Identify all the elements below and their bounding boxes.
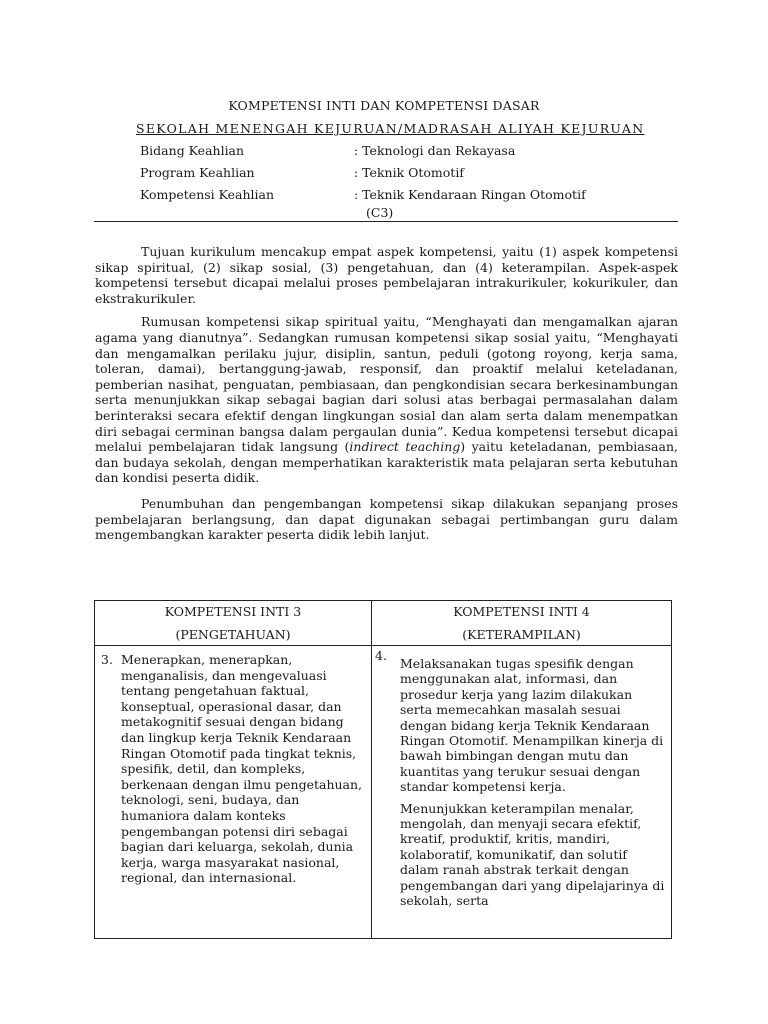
ki4-number: 4. (375, 648, 387, 663)
info-row-program (140, 164, 666, 186)
ki3-subtitle: (PENGETAHUAN) (175, 627, 291, 642)
table-header-row (95, 601, 672, 646)
ki3-title: KOMPETENSI INTI 3 (164, 604, 302, 619)
ki4-title: KOMPETENSI INTI 4 (453, 604, 590, 619)
ki3-header (95, 601, 372, 646)
emphasis-text: indirect teaching (349, 439, 461, 455)
ki4-subtitle: (KETERAMPILAN) (462, 627, 581, 642)
header-divider (94, 221, 678, 222)
document-title: KOMPETENSI INTI DAN KOMPETENSI DASAR (228, 98, 540, 113)
info-label: Program Keahlian (140, 165, 255, 180)
info-value: : Teknik Kendaraan Ringan Otomotif (354, 187, 586, 202)
info-row-bidang (140, 142, 666, 164)
document-subtitle: SEKOLAH MENENGAH KEJURUAN/MADRASAH ALIYAH KEJURUAN (136, 121, 645, 136)
ki4-text-2: Menunjukkan keterampilan menalar, mengolah, dan menyaji secara efektif, kreatif, produktif, kritis, mandiri, kolaboratif, komunikatif, dan solutif dalam ranah abstrak terkait dengan pengembangan dari yang dipelajarinya di sekolah, serta (400, 800, 665, 909)
ki4-text-1: Melaksanakan tugas spesifik dengan menggunakan alat, informasi, dan prosedur kerja yang lazim dilakukan serta memecahkan masalah sesuai dengan bidang kerja Teknik Kendaraan Ringan Otomotif. Menampilkan kinerja di bawah bimbingan dengan mutu dan kuantitas yang terukur sesuai dengan standar kompetensi kerja. (400, 656, 664, 795)
body-text (95, 244, 678, 551)
info-row-kompetensi-cont (140, 205, 666, 230)
competency-table (94, 600, 672, 939)
info-value: : Teknologi dan Rekayasa (354, 143, 516, 158)
ki3-text: Menerapkan, menerapkan, menganalisis, dan mengevaluasi tentang pengetahuan faktual, konseptual, operasional dasar, dan metakognitif sesuai dengan bidang dan lingkup kerja Teknik Kendaraan Ringan Otomotif pada tingkat teknis, spesifik, detil, dan kompleks, berkenaan dengan ilmu pengetahuan, teknologi, seni, budaya, dan humaniora dalam konteks pengembangan potensi diri sebagai bagian dari keluarga, sekolah, dunia kerja, warga masyarakat nasional, regional, dan internasional. (121, 652, 363, 886)
info-value: : Teknik Otomotif (354, 165, 464, 180)
paragraph-2: Rumusan kompetensi sikap spiritual yaitu, “Menghayati dan mengamalkan ajaran agama yang dianutnya”. Sedangkan rumusan kompetensi sikap sosial yaitu, “Menghayati dan mengamalkan perilaku jujur, disiplin, santun, peduli (gotong royong, kerja sama, toleran, damai), bertanggung-jawab, responsif, dan proaktif melalui keteladanan, pemberian nasihat, penguatan, pembiasaan, dan pengkondisian secara berkesinambungan serta menunjukkan sikap sebagai bagian dari solusi atas berbagai permasalahan dalam berinteraksi secara efektif dengan lingkungan sosial dan alam serta dalam menempatkan diri sebagai cerminan bangsa dalam pergaulan dunia”. Kedua kompetensi tersebut dicapai melalui pembelajaran tidak langsung (indirect teaching) yaitu keteladanan, pembiasaan, dan budaya sekolah, dengan memperhatikan karakteristik mata pelajaran serta kebutuhan dan kondisi peserta didik. (95, 314, 678, 486)
ki3-cell (95, 646, 372, 939)
table-row (95, 646, 672, 939)
ki4-header (372, 601, 672, 646)
paragraph-1: Tujuan kurikulum mencakup empat aspek kompetensi, yaitu (1) aspek kompetensi sikap spiritual, (2) sikap sosial, (3) pengetahuan, dan (4) keterampilan. Aspek-aspek kompetensi tersebut dicapai melalui proses pembelajaran intrakurikuler, kokurikuler, dan ekstrakurikuler. (95, 244, 678, 306)
ki4-cell (372, 646, 672, 939)
info-label: Kompetensi Keahlian (140, 187, 275, 202)
ki3-number: 3. (101, 652, 113, 667)
paragraph-3: Penumbuhan dan pengembangan kompetensi sikap dilakukan sepanjang proses pembelajaran berlangsung, dan dapat digunakan sebagai pertimbangan guru dalam mengembangkan karakter peserta didik lebih lanjut. (95, 495, 678, 543)
program-info (140, 142, 666, 230)
info-label: Bidang Keahlian (140, 143, 245, 158)
info-value-cont: (C3) (366, 205, 394, 220)
